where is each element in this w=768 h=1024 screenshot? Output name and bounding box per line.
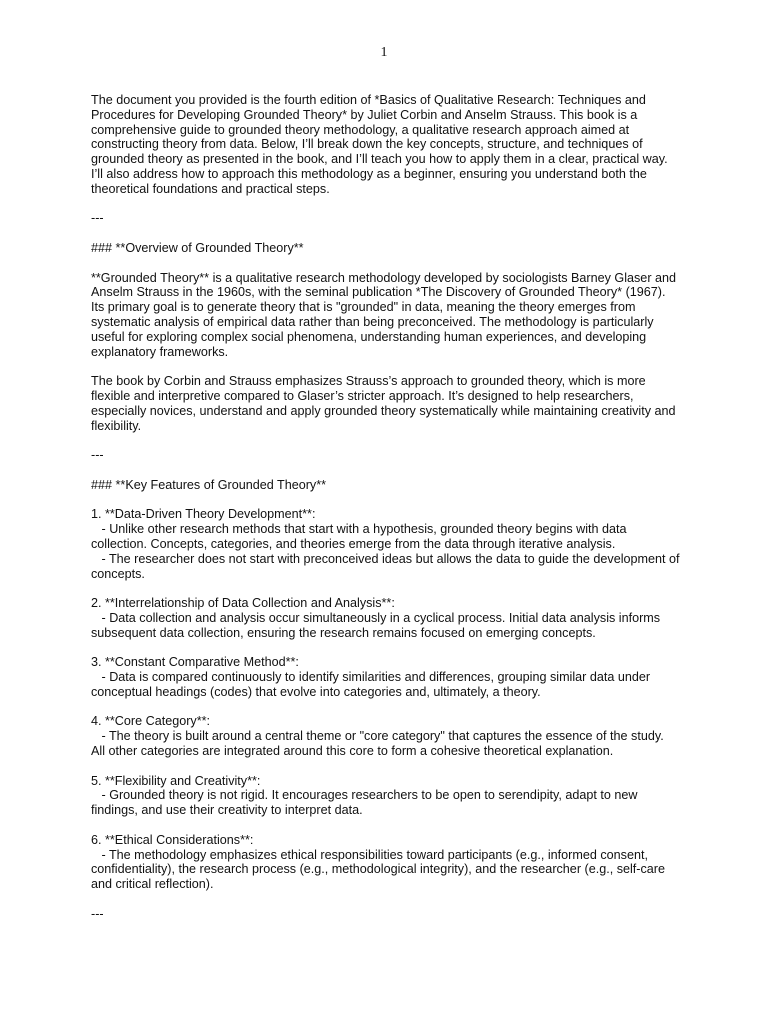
page-number: 1 [380, 45, 388, 60]
section-divider: --- [91, 906, 104, 921]
intro-paragraph: The document you provided is the fourth edition of *Basics of Qualitative Research: Techniques and Procedures for Developing Grounded Theory* by Juliet Corbin and Anselm Strauss. This book is a comprehensive guide to grounded theory methodology, a qualitative research approach aimed at constructing theory from data. Below, I’ll break down the key concepts, structure, and techniques of grounded theory as presented in the book, and I’ll teach you how to apply them in a clear, practical way. I’ll also address how to approach this methodology as a beginner, ensuring you understand both the theoretical foundations and practical steps. [91, 93, 668, 196]
overview-paragraph: **Grounded Theory** is a qualitative research methodology developed by sociologists Barney Glaser and Anselm Strauss in the 1960s, with the seminal publication *The Discovery of Grounded Theory* (1967). Its primary goal is to generate theory that is "grounded" in data, meaning the theory emerges from systematic analysis of empirical data rather than being preconceived. The methodology is particularly useful for exploring complex social phenomena, understanding human experiences, and developing explanatory frameworks. [91, 270, 677, 359]
feature-item-core-category: 4. **Core Category**: - The theory is built around a central theme or "core category" that captures the essence of the study. All other categories are integrated around this core to form a cohesive theoretical explanation. [91, 714, 664, 759]
feature-item-flexibility: 5. **Flexibility and Creativity**: - Grounded theory is not rigid. It encourages researchers to be open to serendipity, adapt to new findings, and use their creativity to interpret data. [91, 773, 638, 818]
feature-item-data-driven: 1. **Data-Driven Theory Development**: - Unlike other research methods that start with a hypothesis, grounded theory begins with data collection. Concepts, categories, and theories emerge from the data through iterative analysis. - The researcher does not start with preconceived ideas but allows the data to guide the development of concepts. [91, 507, 680, 581]
feature-item-constant-comparative: 3. **Constant Comparative Method**: - Data is compared continuously to identify similarities and differences, grouping similar data under conceptual headings (codes) that evolve into categories and, ultimately, a theory. [91, 655, 651, 699]
corbin-strauss-paragraph: The book by Corbin and Strauss emphasizes Strauss’s approach to grounded theory, which is more flexible and interpretive compared to Glaser’s stricter approach. It’s designed to help researchers, especially novices, understand and apply grounded theory systematically while maintaining creativity and flexibility. [91, 374, 676, 433]
section-divider: --- [91, 211, 104, 226]
feature-item-ethical: 6. **Ethical Considerations**: - The methodology emphasizes ethical responsibilities toward participants (e.g., informed consent, confidentiality), the research process (e.g., methodological integrity), and the researcher (e.g., self-care and critical reflection). [91, 832, 665, 892]
section-divider: --- [91, 448, 104, 463]
feature-item-interrelationship: 2. **Interrelationship of Data Collection and Analysis**: - Data collection and analysis occur simultaneously in a cyclical process. Initial data analysis informs subsequent data collection, ensuring the research remains focused on emerging concepts. [91, 596, 661, 640]
document-body [91, 93, 691, 922]
section-heading-overview: ### **Overview of Grounded Theory** [91, 240, 304, 255]
section-heading-key-features: ### **Key Features of Grounded Theory** [91, 477, 326, 492]
